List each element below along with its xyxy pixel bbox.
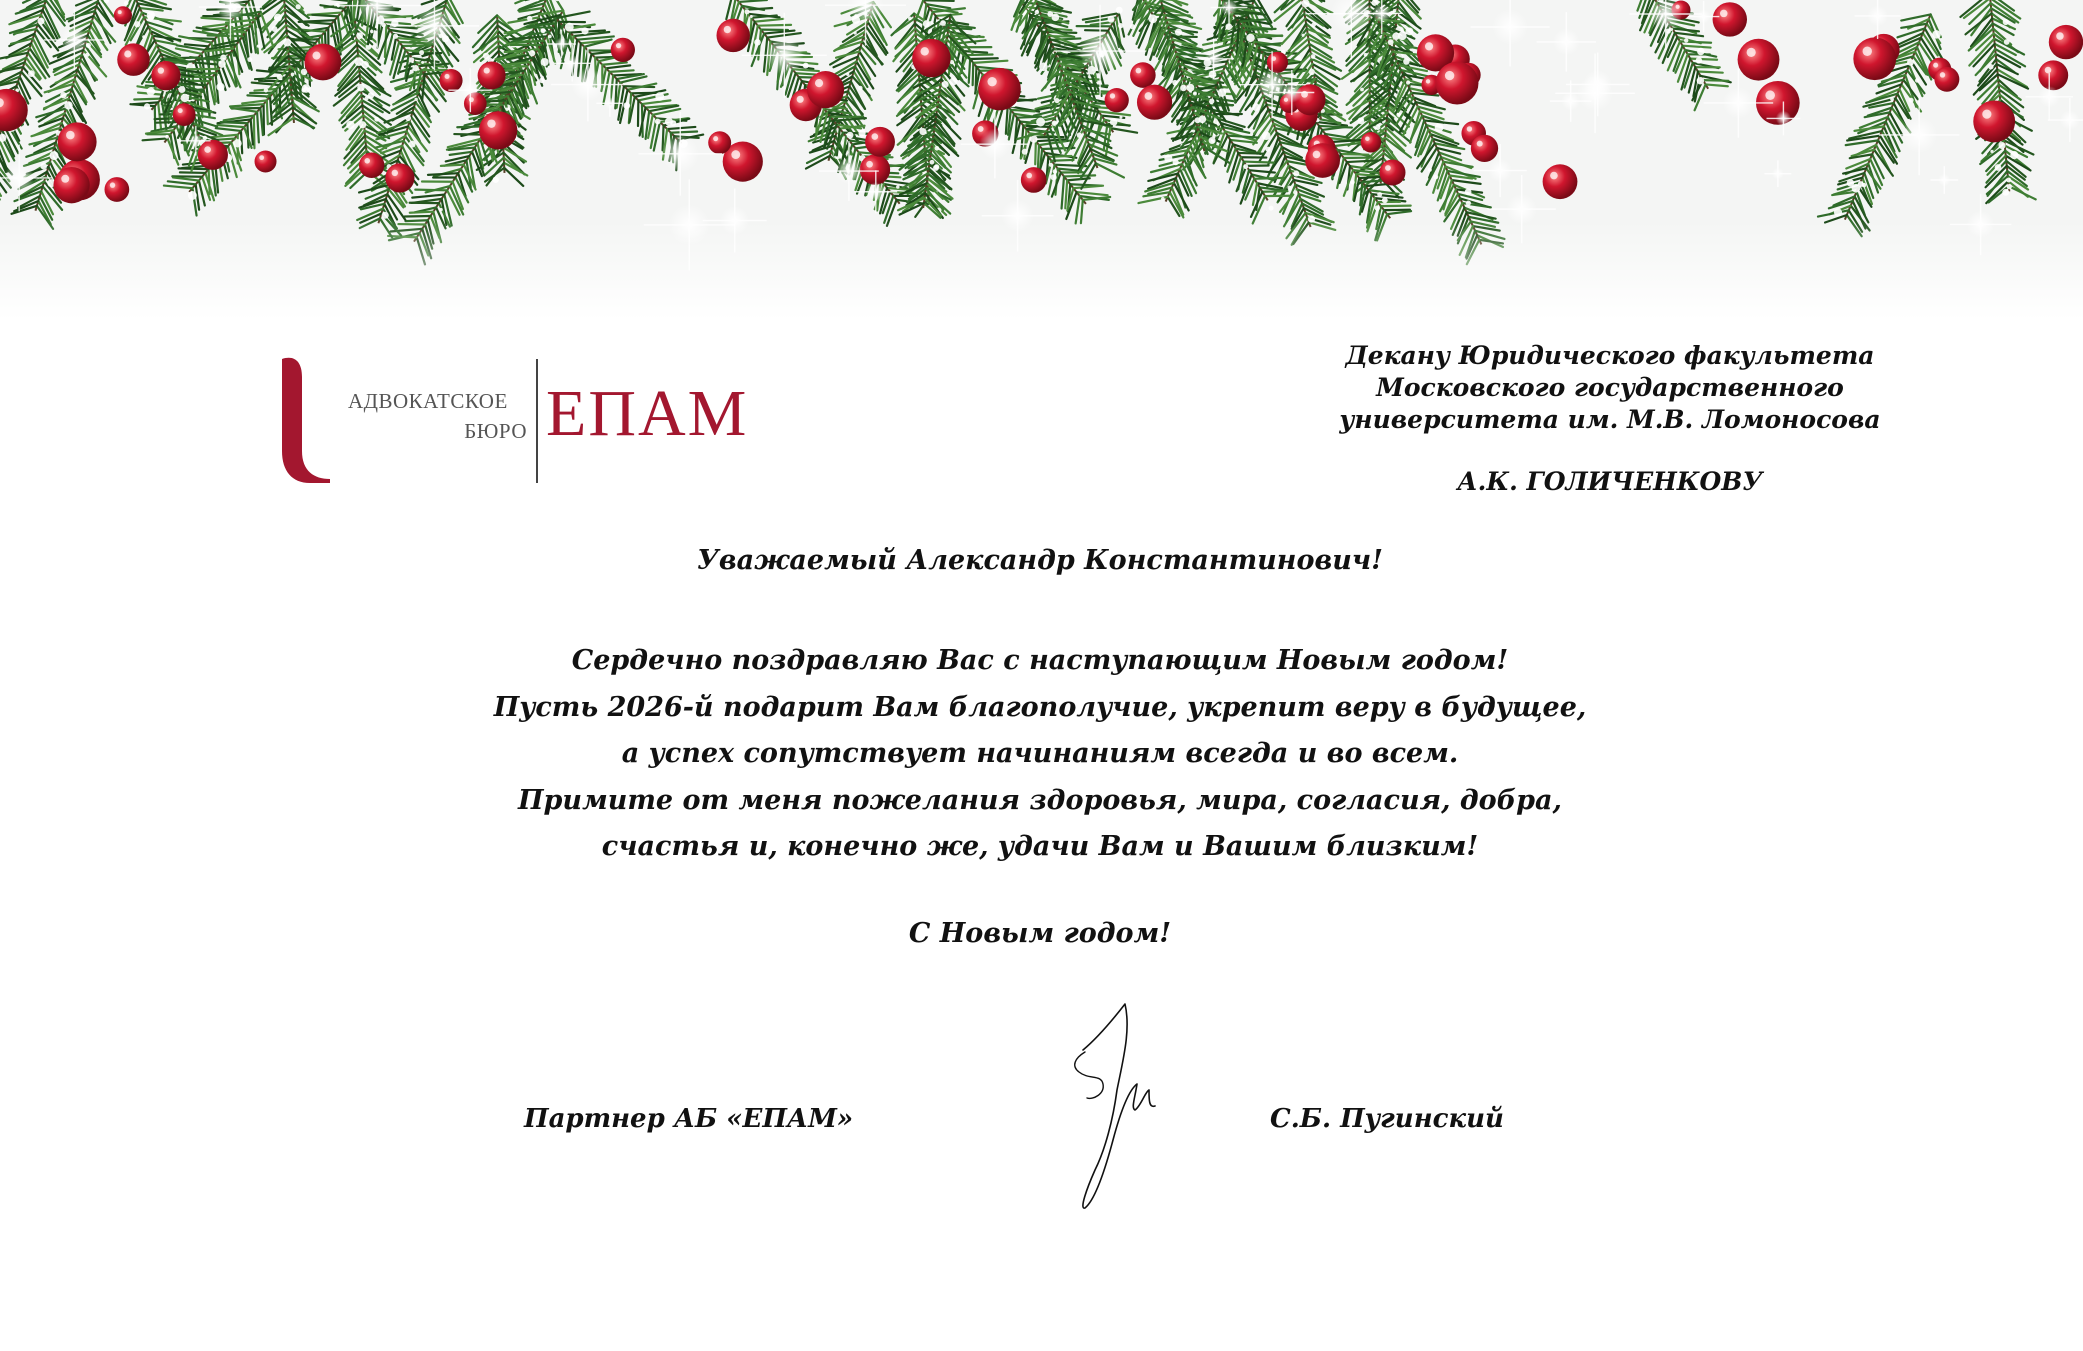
addressee-line: университета им. М.В. Ломоносова	[1339, 405, 1881, 434]
logo-divider	[536, 359, 538, 483]
festive-banner	[0, 0, 2083, 320]
message-line: Сердечно поздравляю Вас с наступающим Новым годом!	[571, 645, 1509, 676]
signatory-position: Партнер АБ «ЕПАМ»	[524, 1104, 854, 1134]
logo-company-name: ЕПАМ	[546, 377, 749, 450]
addressee-name: А.К. ГОЛИЧЕНКОВУ	[1457, 467, 1763, 496]
salutation: Уважаемый Александр Константинович!	[697, 545, 1383, 576]
logo-text-advokatskoe: АДВОКАТСКОЕ	[348, 389, 508, 413]
new-year-wish: С Новым годом!	[908, 918, 1172, 949]
message-body	[240, 638, 1840, 871]
addressee-line: Декану Юридического факультета	[1345, 341, 1875, 370]
signatory-name: С.Б. Пугинский	[1270, 1104, 1504, 1134]
addressee-line: Московского государственного	[1376, 373, 1844, 402]
message-line: Пусть 2026-й подарит Вам благополучие, укрепит веру в будущее,	[493, 691, 1587, 723]
logo-mark-icon	[280, 355, 340, 483]
message-line: счастья и, конечно же, удачи Вам и Вашим близким!	[601, 831, 1479, 862]
logo-text-buro: БЮРО	[464, 419, 527, 443]
pine-branches-decoration	[0, 0, 2083, 320]
handwritten-signature	[1065, 1000, 1185, 1220]
message-line: а успех сопутствует начинаниям всегда и во всем.	[621, 738, 1459, 769]
company-logo	[280, 355, 760, 485]
message-line: Примите от меня пожелания здоровья, мира, согласия, добра,	[518, 784, 1562, 816]
addressee-block	[1260, 340, 1960, 498]
